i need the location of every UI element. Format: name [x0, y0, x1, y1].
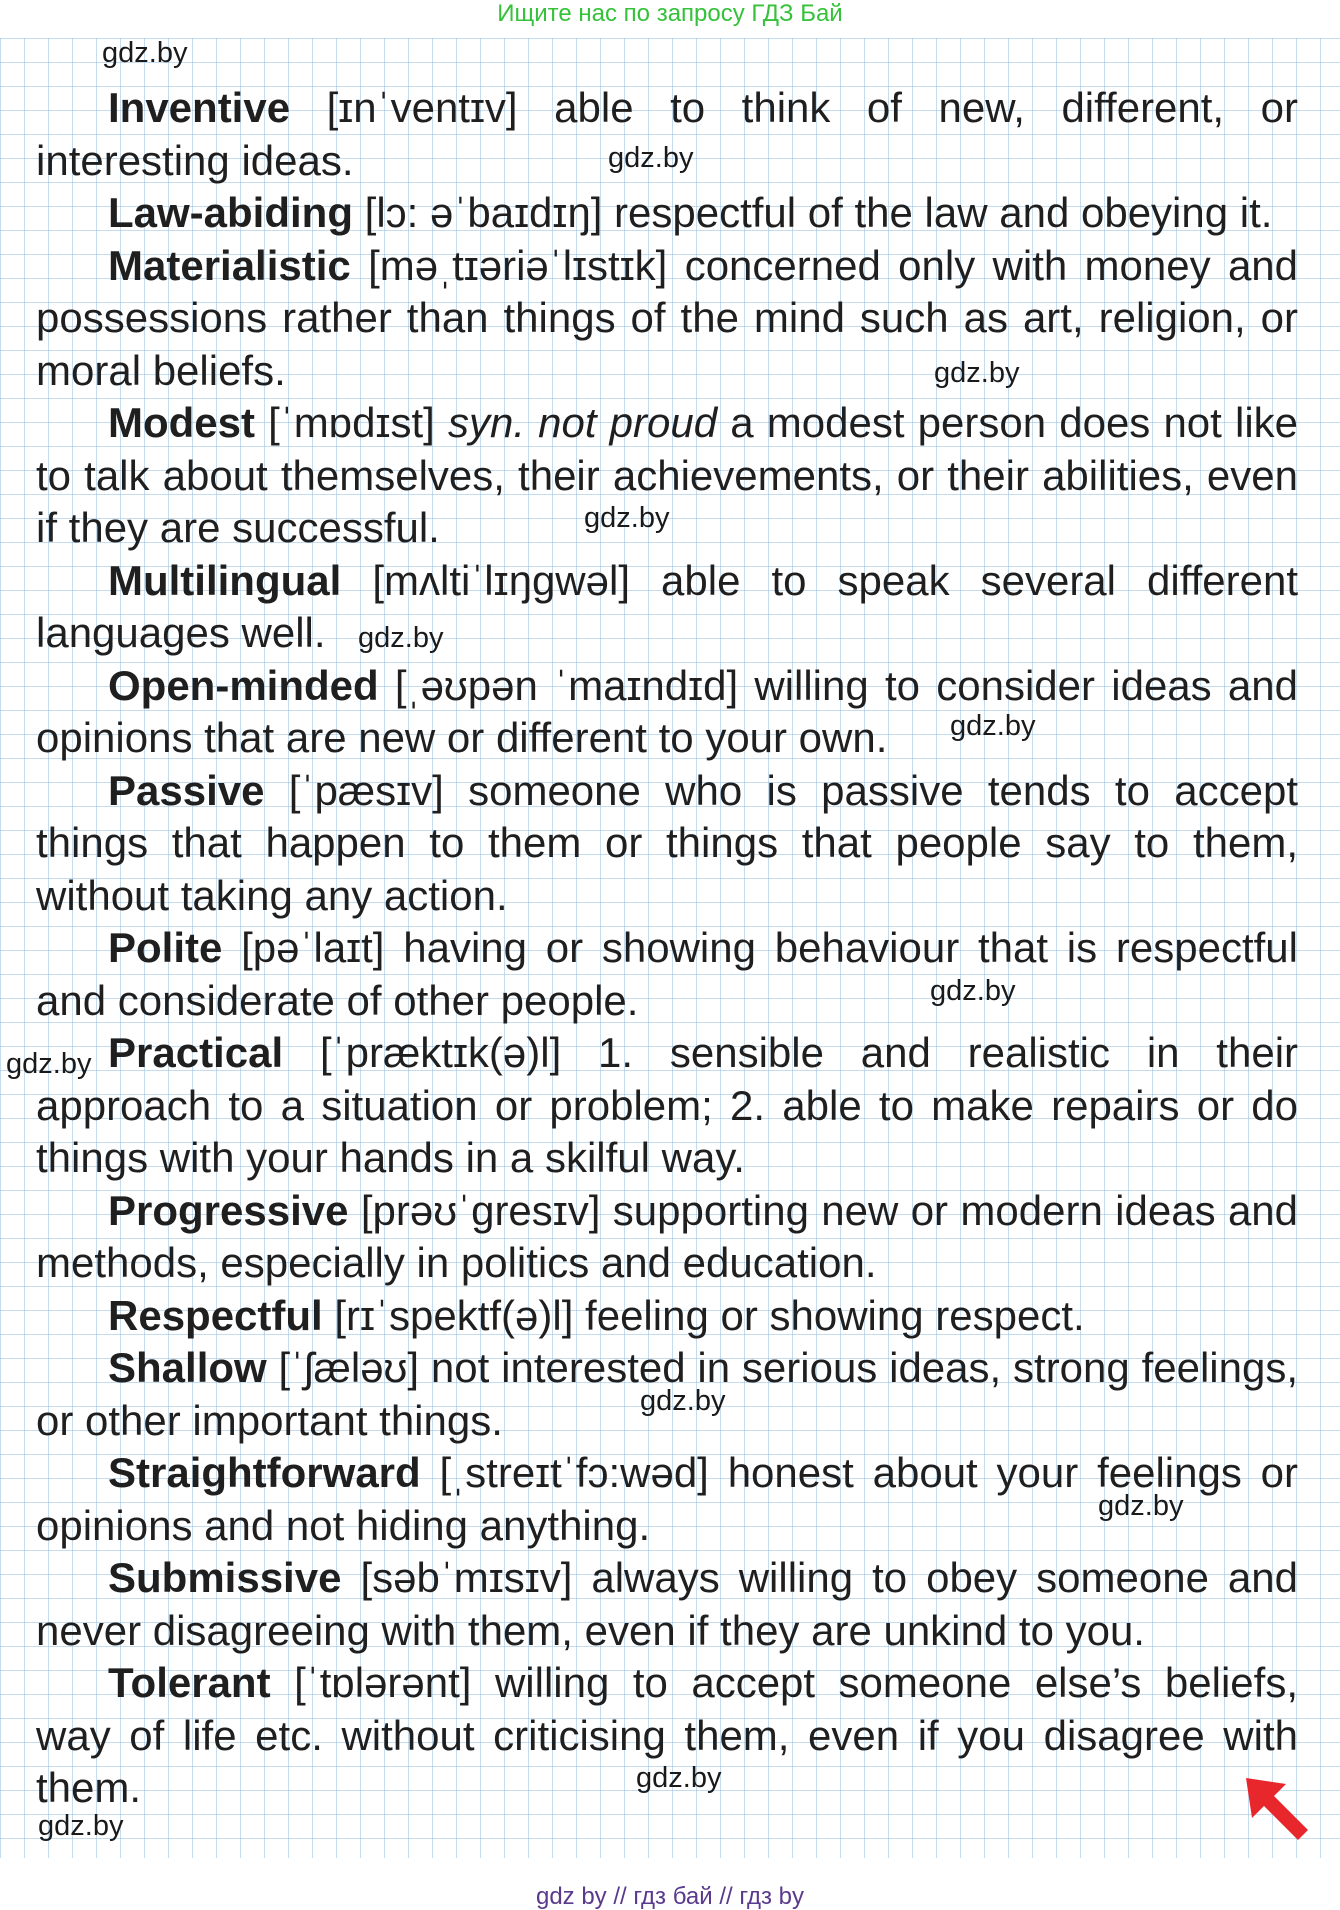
term: Law-abiding [108, 189, 353, 236]
entry-respectful [36, 1290, 1298, 1343]
term: Multilingual [108, 556, 342, 604]
watermark: gdz.by [950, 710, 1036, 742]
definition: able to think of new, different, or interesting ideas. [36, 84, 1298, 184]
term: Passive [108, 766, 265, 814]
term: Progressive [108, 1186, 349, 1234]
transcription: [ˈtɒlərənt] [294, 1659, 472, 1706]
watermark: gdz.by [1098, 1490, 1184, 1522]
entry-multilingual [36, 555, 1298, 660]
definition: able to speak several different languages well. [36, 556, 1299, 656]
entry-progressive [36, 1185, 1298, 1290]
transcription: [ɪnˈventɪv] [326, 84, 518, 131]
definition: having or showing behaviour that is respectful and considerate of other people. [36, 924, 1298, 1024]
watermark: gdz.by [636, 1762, 722, 1794]
watermark: gdz.by [640, 1385, 726, 1417]
watermark: gdz.by [38, 1810, 124, 1842]
definition: willing to consider ideas and opinions that are new or different to your own. [36, 661, 1298, 761]
watermark: gdz.by [608, 142, 694, 174]
definition: honest about your feelings or opinions and not hiding anything. [36, 1449, 1298, 1549]
transcription: [məˌtɪəriəˈlɪstɪk] [368, 241, 668, 289]
transcription: [ˈmɒdɪst] [268, 399, 435, 446]
entry-open-minded [36, 660, 1298, 765]
definition: concerned only with money and possessions rather than things of the mind such as art, religion, or moral beliefs. [36, 241, 1299, 394]
term: Inventive [108, 84, 291, 131]
arrow-up-left-icon [1246, 1778, 1308, 1840]
entry-polite [36, 922, 1298, 1027]
definition: someone who is passive tends to accept things that happen to them or things that people say to them, without taking any action. [36, 766, 1299, 919]
term: Respectful [108, 1291, 323, 1339]
vocabulary-list [36, 82, 1298, 1815]
definition: always willing to obey someone and never disagreeing with them, even if they are unkind to you. [36, 1554, 1298, 1654]
term: Tolerant [108, 1659, 271, 1706]
entry-submissive [36, 1552, 1298, 1657]
definition: feeling or showing respect. [585, 1291, 1085, 1339]
watermark: gdz.by [584, 502, 670, 534]
entry-passive [36, 765, 1298, 923]
transcription: [pəˈlaɪt] [241, 924, 385, 971]
top-banner: Ищите нас по запросу ГДЗ Бай [497, 0, 843, 27]
entry-practical [36, 1027, 1298, 1185]
term: Modest [108, 399, 255, 446]
watermark: gdz.by [6, 1048, 92, 1080]
term: Submissive [108, 1554, 342, 1601]
watermark: gdz.by [930, 975, 1016, 1007]
bottom-banner: gdz by // гдз бай // гдз by [535, 1883, 805, 1910]
definition: willing to accept someone else’s beliefs, way of life etc. without criticising them, even if you disagree with them. [36, 1659, 1298, 1811]
term: Practical [108, 1029, 284, 1076]
entry-materialistic [36, 240, 1298, 398]
transcription: [prəʊˈgresɪv] [360, 1186, 601, 1234]
watermark: gdz.by [934, 357, 1020, 389]
transcription: [ˌstreɪtˈfɔ:wəd] [439, 1449, 709, 1496]
definition: supporting new or modern ideas and methods, especially in politics and education. [36, 1186, 1299, 1286]
transcription: [mʌltiˈlɪŋgwəl] [372, 556, 630, 604]
term: Polite [108, 924, 223, 971]
term: Open-minded [108, 661, 379, 709]
definition: a modest person does not like to talk about themselves, their achievements, or their abilities, even if they are successful. [36, 399, 1299, 551]
transcription: [ˈpræktɪk(ə)l] [319, 1029, 562, 1076]
synonym: syn. not proud [447, 399, 718, 446]
transcription: [ˌəʊpən ˈmaɪndɪd] [394, 661, 739, 709]
term: Straightforward [108, 1449, 421, 1496]
definition: respectful of the law and obeying it. [614, 189, 1273, 236]
transcription: [ˈpæsɪv] [288, 766, 444, 814]
transcription: [lɔ: əˈbaɪdɪŋ] [364, 189, 603, 236]
transcription: [ˈʃæləʊ] [278, 1344, 420, 1391]
term: Materialistic [108, 241, 351, 289]
term: Shallow [108, 1344, 267, 1391]
watermark: gdz.by [102, 37, 188, 69]
definition: 1. sensible and realistic in their approach to a situation or problem; 2. able to make repairs or do things with your hands in a skilful way. [36, 1029, 1299, 1181]
watermark: gdz.by [358, 622, 444, 654]
definition: not interested in serious ideas, strong feelings, or other important things. [36, 1344, 1299, 1444]
transcription: [səbˈmɪsɪv] [360, 1554, 573, 1601]
entry-law-abiding [36, 187, 1298, 240]
transcription: [rɪˈspektf(ə)l] [334, 1291, 574, 1339]
